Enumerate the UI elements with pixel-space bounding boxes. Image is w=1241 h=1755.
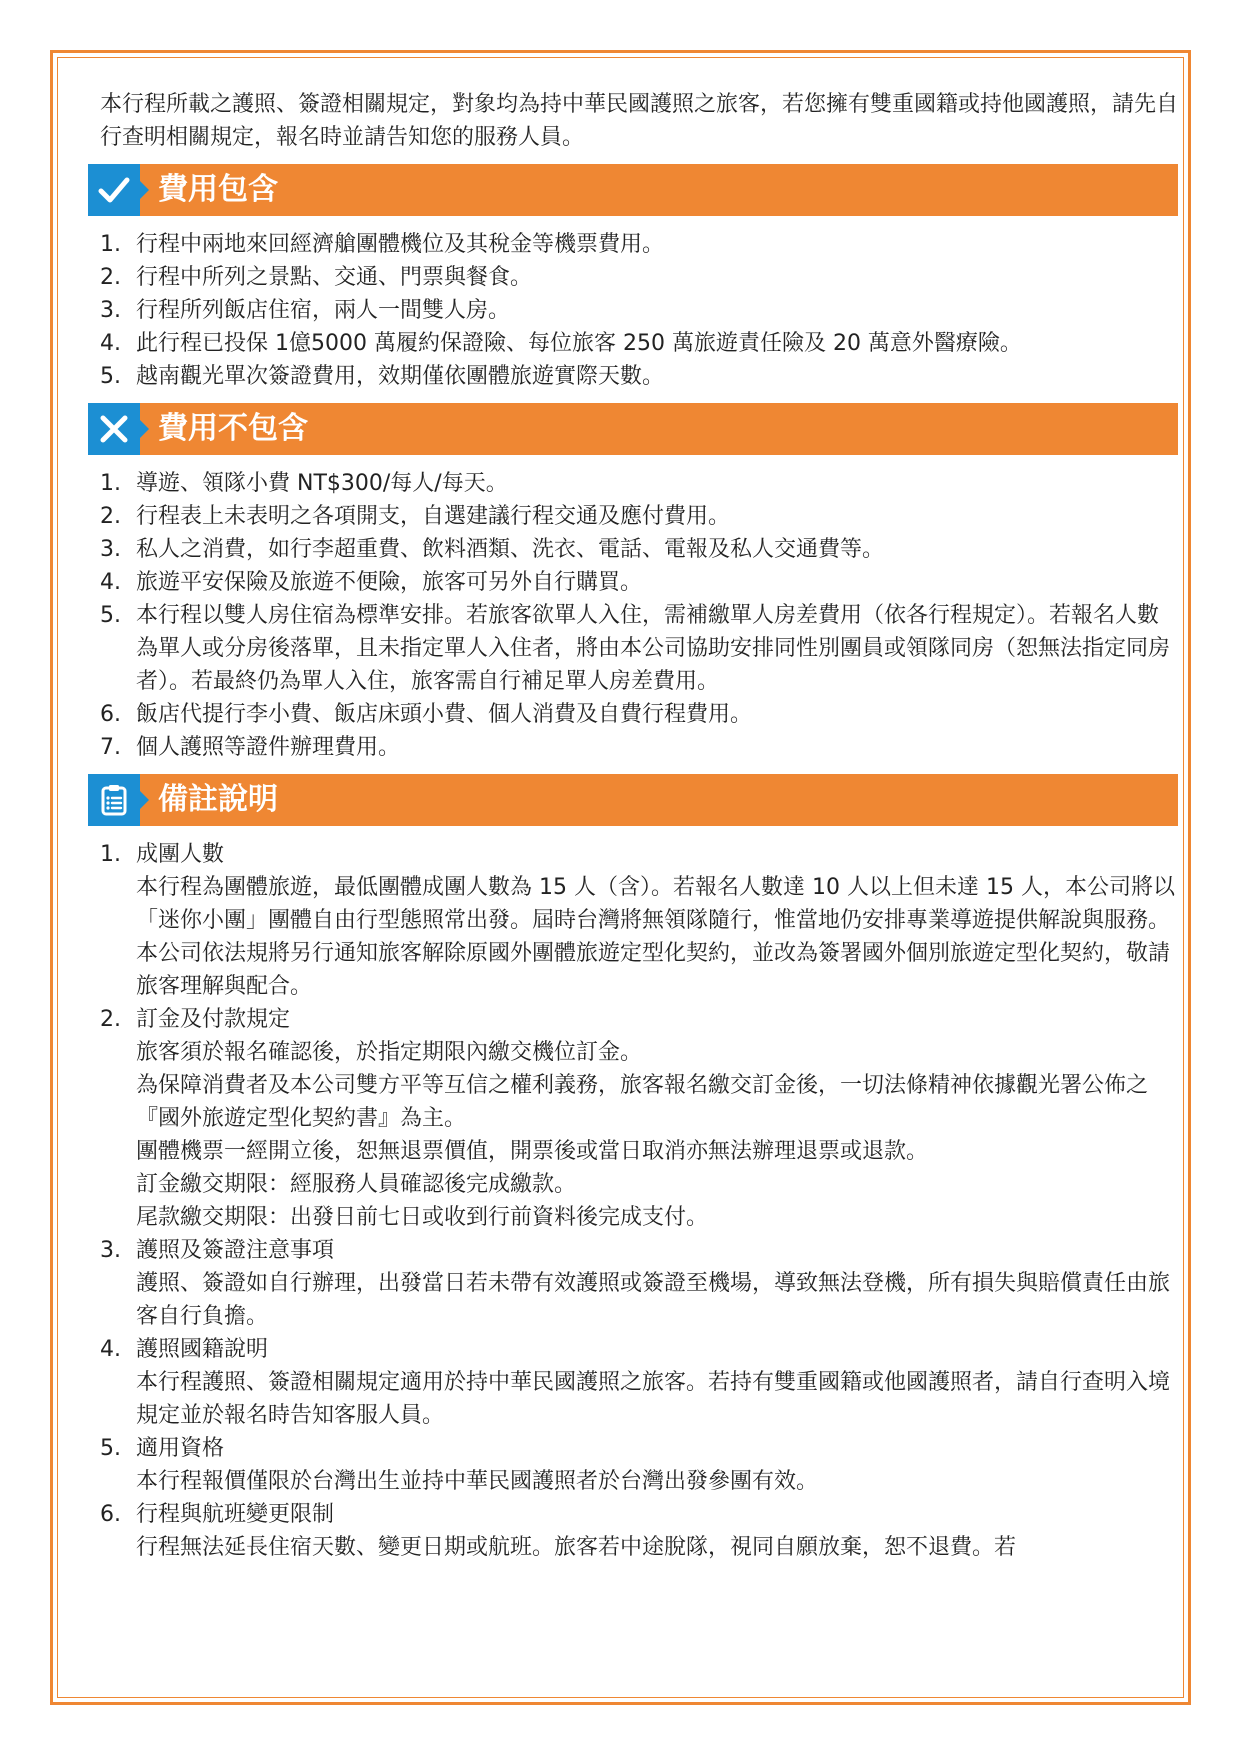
list-item: 1. 成團人數 本行程為團體旅遊，最低團體成團人數為 15 人（含）。若報名人數達 10 人以上但未達 15 人，本公司將以「迷你小團」團體自由行型態照常出發。屆時台灣將無領隊隨行，惟當地仍安排專業導遊提供解說與服務。本公司依法規將另行通知旅客解除原國外團體旅遊定型化契約，並改為簽署國外個別旅遊定型化契約，敬請旅客理解與配合。 bbox=[100, 838, 1180, 1003]
note-heading: 成團人數 bbox=[136, 842, 225, 867]
list-item: 5. 越南觀光單次簽證費用，效期僅依團體旅遊實際天數。 bbox=[100, 364, 665, 389]
list-item: 1. 行程中兩地來回經濟艙團體機位及其稅金等機票費用。 bbox=[100, 232, 665, 257]
list-item: 5. 適用資格 本行程報價僅限於台灣出生並持中華民國護照者於台灣出發參團有效。 bbox=[100, 1432, 1180, 1498]
section-header-excluded bbox=[88, 403, 1178, 455]
list-item: 1. 導遊、領隊小費 NT$300/每人/每天。 bbox=[100, 471, 508, 496]
check-icon bbox=[88, 164, 140, 216]
list-item: 4. 此行程已投保 1億5000 萬履約保證險、每位旅客 250 萬旅遊責任險及 20 萬意外醫療險。 bbox=[100, 331, 1022, 356]
section-title-excluded: 費用不包含 bbox=[158, 411, 308, 446]
list-item: 5. 本行程以雙人房住宿為標準安排。若旅客欲單人入住，需補繳單人房差費用（依各行程規定）。若報名人數為單人或分房後落單，且未指定單人入住者，將由本公司協助安排同性別團員或領隊同房（恕無法指定同房者）。若最終仍為單人入住，旅客需自行補足單人房差費用。 bbox=[100, 603, 1171, 694]
notes-list bbox=[100, 838, 1180, 1564]
section-header-included bbox=[88, 164, 1178, 216]
list-item: 2. 行程中所列之景點、交通、門票與餐食。 bbox=[100, 265, 533, 290]
list-item: 3. 私人之消費，如行李超重費、飲料酒類、洗衣、電話、電報及私人交通費等。 bbox=[100, 537, 885, 562]
cross-icon bbox=[88, 403, 140, 455]
section-title-included: 費用包含 bbox=[158, 172, 278, 207]
document-content bbox=[100, 88, 1180, 1574]
list-item: 6. 行程與航班變更限制 行程無法延長住宿天數、變更日期或航班。旅客若中途脫隊，視同自願放棄，恕不退費。若 bbox=[100, 1498, 1180, 1564]
clipboard-icon bbox=[88, 774, 140, 826]
list-item: 2. 行程表上未表明之各項開支，自選建議行程交通及應付費用。 bbox=[100, 504, 731, 529]
note-heading: 護照及簽證注意事項 bbox=[136, 1238, 335, 1263]
list-item: 4. 旅遊平安保險及旅遊不便險，旅客可另外自行購買。 bbox=[100, 570, 643, 595]
intro-paragraph: 本行程所載之護照、簽證相關規定，對象均為持中華民國護照之旅客，若您擁有雙重國籍或持他國護照，請先自行查明相關規定，報名時並請告知您的服務人員。 bbox=[100, 92, 1179, 150]
list-item: 3. 行程所列飯店住宿，兩人一間雙人房。 bbox=[100, 298, 511, 323]
list-item: 7. 個人護照等證件辦理費用。 bbox=[100, 735, 401, 760]
section-title-notes: 備註說明 bbox=[158, 782, 278, 817]
included-list bbox=[100, 228, 1180, 393]
list-item: 3. 護照及簽證注意事項 護照、簽證如自行辦理，出發當日若未帶有效護照或簽證至機場，導致無法登機，所有損失與賠償責任由旅客自行負擔。 bbox=[100, 1234, 1180, 1333]
list-item: 2. 訂金及付款規定 旅客須於報名確認後，於指定期限內繳交機位訂金。 為保障消費者及本公司雙方平等互信之權利義務，旅客報名繳交訂金後，一切法條精神依據觀光署公佈之『國外旅遊定型化契約書』為主。 團體機票一經開立後，恕無退票價值，開票後或當日取消亦無法辦理退票或退款。 訂金繳交期限：經服務人員確認後完成繳款。 尾款繳交期限：出發日前七日或收到行前資料後完成支付。 bbox=[100, 1003, 1180, 1234]
section-header-notes bbox=[88, 774, 1178, 826]
note-heading: 適用資格 bbox=[136, 1436, 225, 1461]
note-heading: 行程與航班變更限制 bbox=[136, 1502, 335, 1527]
note-heading: 訂金及付款規定 bbox=[136, 1007, 291, 1032]
list-item: 4. 護照國籍說明 本行程護照、簽證相關規定適用於持中華民國護照之旅客。若持有雙重國籍或他國護照者，請自行查明入境規定並於報名時告知客服人員。 bbox=[100, 1333, 1180, 1432]
note-heading: 護照國籍說明 bbox=[136, 1337, 269, 1362]
excluded-list bbox=[100, 467, 1180, 764]
list-item: 6. 飯店代提行李小費、飯店床頭小費、個人消費及自費行程費用。 bbox=[100, 702, 753, 727]
